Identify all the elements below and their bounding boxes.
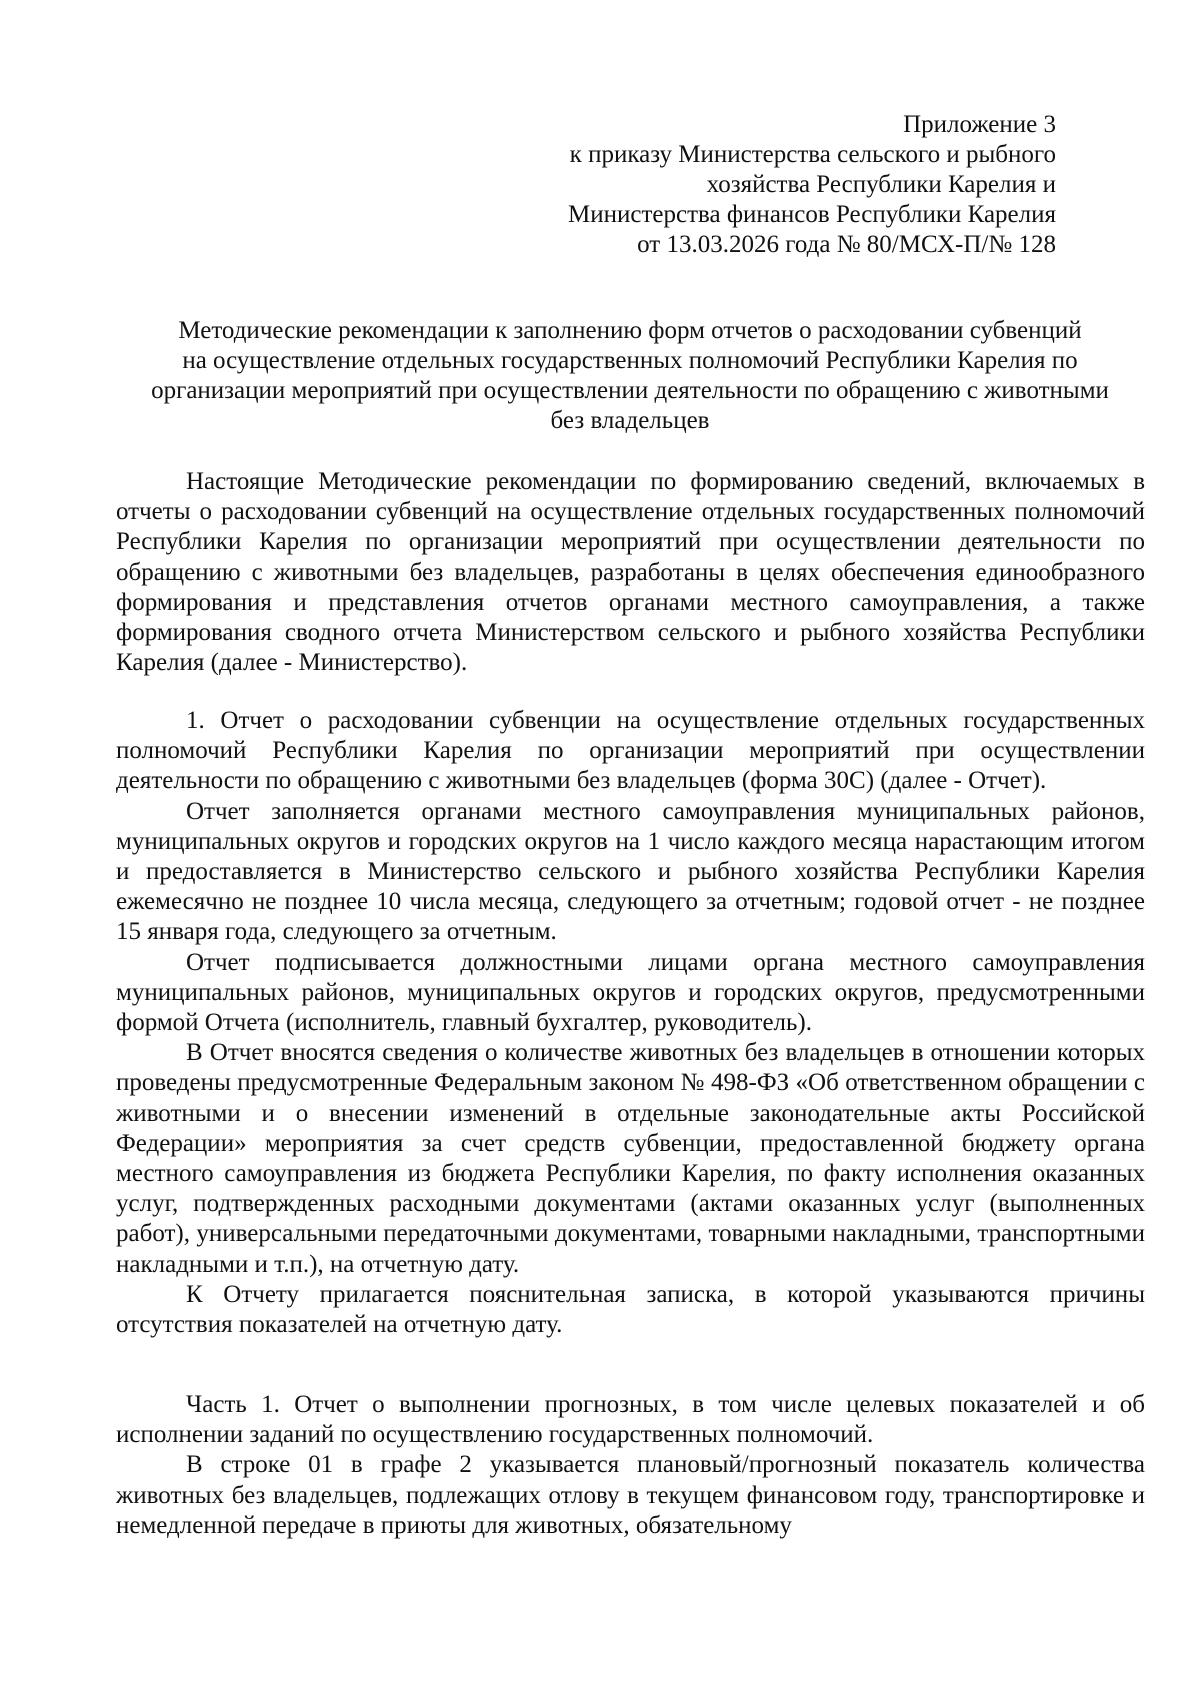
section-1-paragraph: Отчет заполняется органами местного самоуправления муниципальных районов, муниципальных округов и городских округов на 1 число каждого месяца нарастающим итогом и предоставляется в Министерство сельского и рыбного хозяйства Республики Карелия ежемесячно не позднее 10 числа месяца, следующего за отчетным; годовой отчет - не позднее 15 января года, следующего за отчетным. [116, 797, 1145, 946]
section-1-paragraph: Отчет подписывается должностными лицами органа местного самоуправления муниципальных районов, муниципальных округов и городских округов, предусмотренными формой Отчета (исполнитель, главный бухгалтер, руководитель). [116, 948, 1145, 1037]
intro-paragraph: Настоящие Методические рекомендации по формированию сведений, включаемых в отчеты о расходовании субвенций на осуществление отдельных государственных полномочий Республики Карелия по организации мероприятий при осуществлении деятельности по обращению с животными без владельцев, разработаны в целях обеспечения единообразного формирования и представления отчетов органами местного самоуправления, а также формирования сводного отчета Министерством сельского и рыбного хозяйства Республики Карелия (далее - Министерство). [116, 468, 1145, 677]
title-line: без владельцев [550, 407, 710, 434]
appendix-line: Министерства финансов Республики Карелия [568, 201, 1056, 228]
section-1-paragraph: В Отчет вносятся сведения о количестве животных без владельцев в отношении которых проведены предусмотренные Федеральным законом № 498-ФЗ «Об ответственном обращении с животными и о внесении изменений в отдельные законодательные акты Российской Федерации» мероприятия за счет средств субвенции, предоставленной бюджету органа местного самоуправления из бюджета Республики Карелия, по факту исполнения оказанных услуг, подтвержденных расходными документами (актами оказанных услуг (выполненных работ), универсальными передаточными документами, товарными накладными, транспортными накладными и т.п.), на отчетную дату. [116, 1039, 1145, 1278]
section-1-paragraph: 1. Отчет о расходовании субвенции на осуществление отдельных государственных полномочий Республики Карелия по организации мероприятий при осуществлении деятельности по обращению с животными без владельцев (форма 30С) (далее - Отчет). [116, 707, 1145, 795]
appendix-line: Приложение 3 [903, 111, 1056, 138]
part-1-paragraph: Часть 1. Отчет о выполнении прогнозных, в том числе целевых показателей и об исполнении заданий по осуществлению государственных полномочий. [116, 1391, 1145, 1449]
section-1-paragraph: К Отчету прилагается пояснительная записка, в которой указываются причины отсутствия показателей на отчетную дату. [116, 1280, 1145, 1339]
part-1-section [116, 1390, 1145, 1541]
title-line: организации мероприятий при осуществлении деятельности по обращению с животными [151, 377, 1109, 404]
title-line: Методические рекомендации к заполнению форм отчетов о расходовании субвенций [178, 317, 1082, 344]
intro-section [116, 467, 1145, 678]
appendix-line: хозяйства Республики Карелия и [706, 171, 1056, 198]
title-line: на осуществление отдельных государственных полномочий Республики Карелия по [182, 347, 1078, 374]
document-title [110, 316, 1150, 436]
appendix-block [496, 110, 1056, 260]
appendix-line: к приказу Министерства сельского и рыбного [569, 141, 1056, 168]
part-1-paragraph: В строке 01 в графе 2 указывается плановый/прогнозный показатель количества животных без владельцев, подлежащих отлову в текущем финансовом году, транспортировке и немедленной передаче в приюты для животных, обязательному [116, 1451, 1145, 1539]
appendix-line: от 13.03.2026 года № 80/МСХ-П/№ 128 [637, 231, 1056, 258]
section-1 [116, 706, 1145, 1340]
